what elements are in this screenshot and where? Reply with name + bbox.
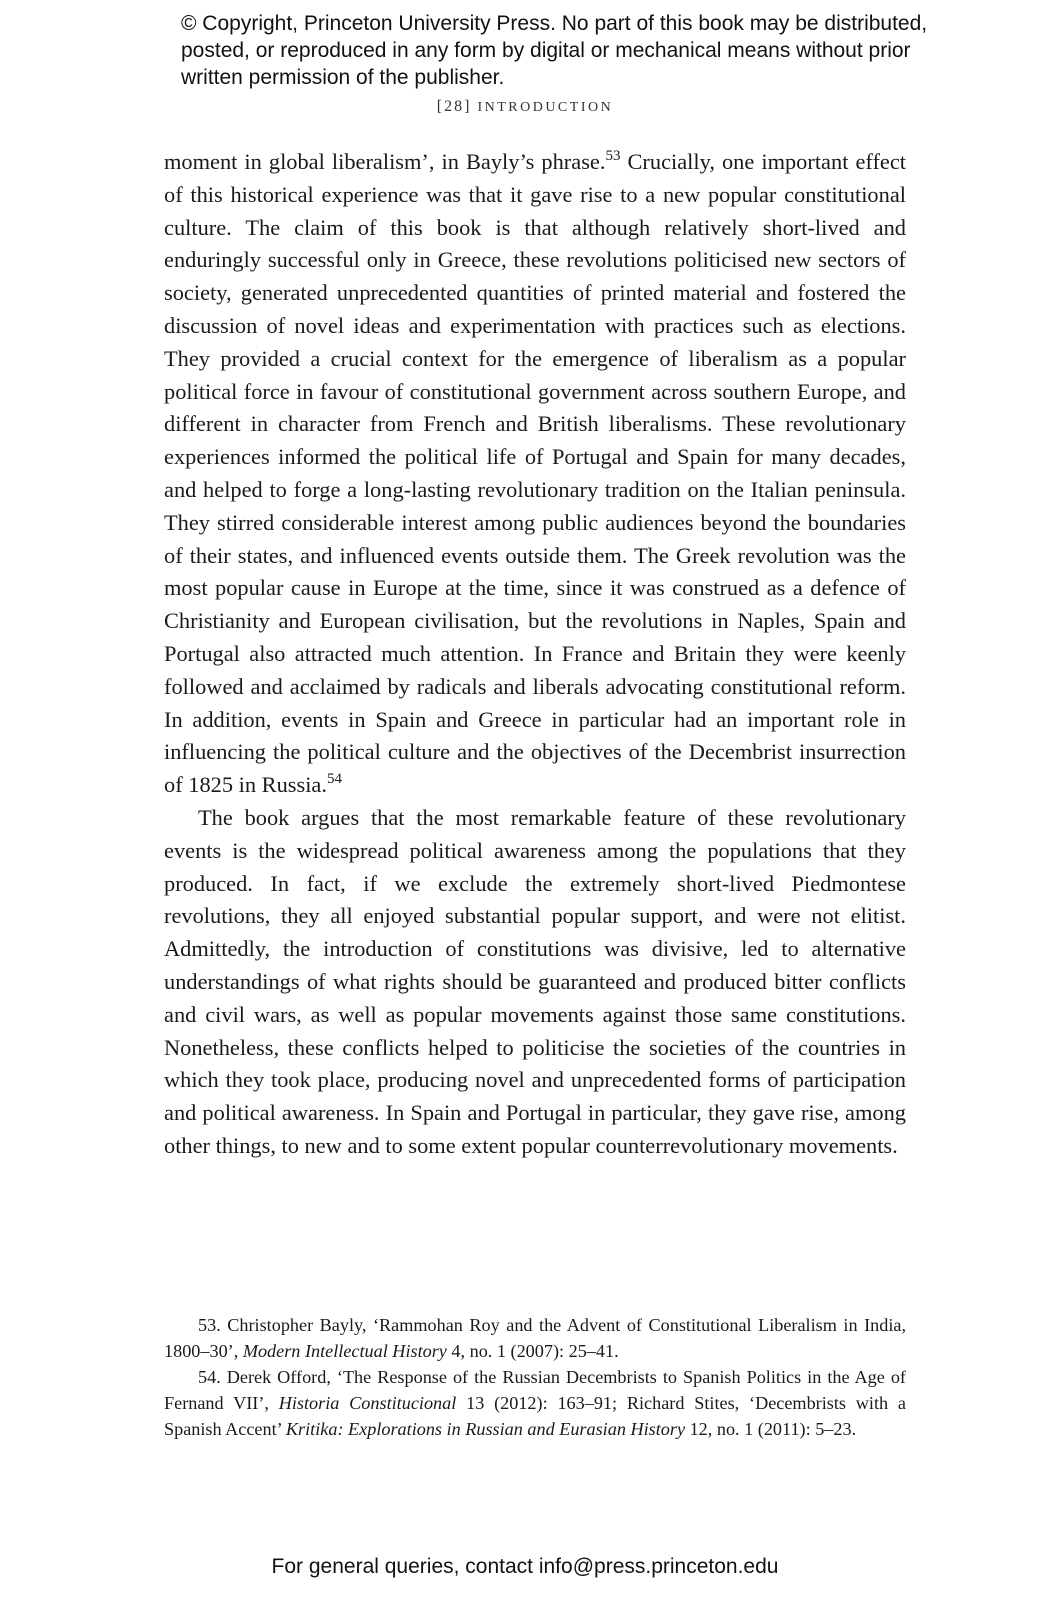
footnote-54-citation-2: 12, no. 1 (2011): 5–23. (685, 1419, 857, 1439)
footnote-53-citation: 4, no. 1 (2007): 25–41. (446, 1341, 619, 1361)
running-head (0, 98, 1050, 116)
footnote-53-journal: Modern Intellectual History (242, 1341, 447, 1361)
paragraph-1-start: moment in global liberalism’, in Bayly’s phrase. (164, 149, 606, 174)
main-text (164, 146, 906, 1163)
footer-contact: For general queries, contact info@press.princeton.edu (271, 1555, 779, 1578)
footnote-54-citation-1: 13 (2012): 163–91; Richard Stites, ‘Decembrists with a Spanish Accent’ (164, 1393, 907, 1439)
footnote-ref-54[interactable]: 54 (326, 771, 342, 788)
paragraph-2: The book argues that the most remarkable feature of these revolutionary events is the widespread political awareness among the populations that they produced. In fact, if we exclude the extremely short-lived Piedmontese revolutions, they all enjoyed substantial popular support, and were not elitist. Admittedly, the introduction of constitutions was divisive, led to alternative understandings of what rights should be guaranteed and produced bitter conflicts and civil wars, as well as popular movements against those same constitutions. Nonetheless, these conflicts helped to politicise the societies of the countries in which they took place, producing novel and unprecedented forms of participation and political awareness. In Spain and Portugal in particular, they gave rise, among other things, to new and to some extent popular counterrevolutionary movements. (164, 804, 906, 1158)
paragraph-1-text: Crucially, one important effect of this historical experience was that it gave rise to a new popular constitutional culture. The claim of this book is that although relatively short-lived and enduringly successful only in Greece, these revolutions politicised new sectors of society, generated unprecedented quantities of printed material and fostered the discussion of novel ideas and experimentation with practices such as elections. They provided a crucial context for the emergence of liberalism as a popular political force in favour of constitutional government across southern Europe, and different in character from French and British liberalisms. These revolutionary experiences informed the political life of Portugal and Spain for many decades, and helped to forge a long-lasting revolutionary tradition on the Italian peninsula. They stirred considerable interest among public audiences beyond the boundaries of their states, and influenced events outside them. The Greek revolution was the most popular cause in Europe at the time, since it was construed as a defence of Christianity and European civilisation, but the revolutions in Naples, Spain and Portugal also attracted much attention. In France and Britain they were keenly followed and acclaimed by radicals and liberals advocating constitutional reform. In addition, events in Spain and Greece in particular had an important role in influencing the political culture and the objectives of the Decembrist insurrection of 1825 in Russia. (164, 149, 906, 798)
page-number: [28] (436, 98, 472, 115)
footnote-ref-53[interactable]: 53 (605, 148, 621, 164)
footnote-54-text: 54. Derek Offord, ‘The Response of the Russian Decembrists to Spanish Politics in the Age of Fernand VII’, (164, 1367, 906, 1413)
section-title: INTRODUCTION (477, 100, 614, 115)
footnote-54 (164, 1364, 906, 1442)
footnote-54-journal-2: Kritika: Explorations in Russian and Eurasian History (285, 1419, 686, 1439)
footnotes (164, 1312, 906, 1442)
footnote-53 (164, 1312, 906, 1364)
copyright-notice: © Copyright, Princeton University Press. No part of this book may be distributed, posted, or reproduced in any form by digital or mechanical means without prior written permission of the publisher. (181, 12, 928, 89)
footnote-53-text: 53. Christopher Bayly, ‘Rammohan Roy and the Advent of Constitutional Liberalism in India, 1800–30’, (164, 1315, 906, 1361)
footnote-54-journal-1: Historia Constitucional (278, 1393, 457, 1413)
paragraph-1 (164, 146, 906, 802)
